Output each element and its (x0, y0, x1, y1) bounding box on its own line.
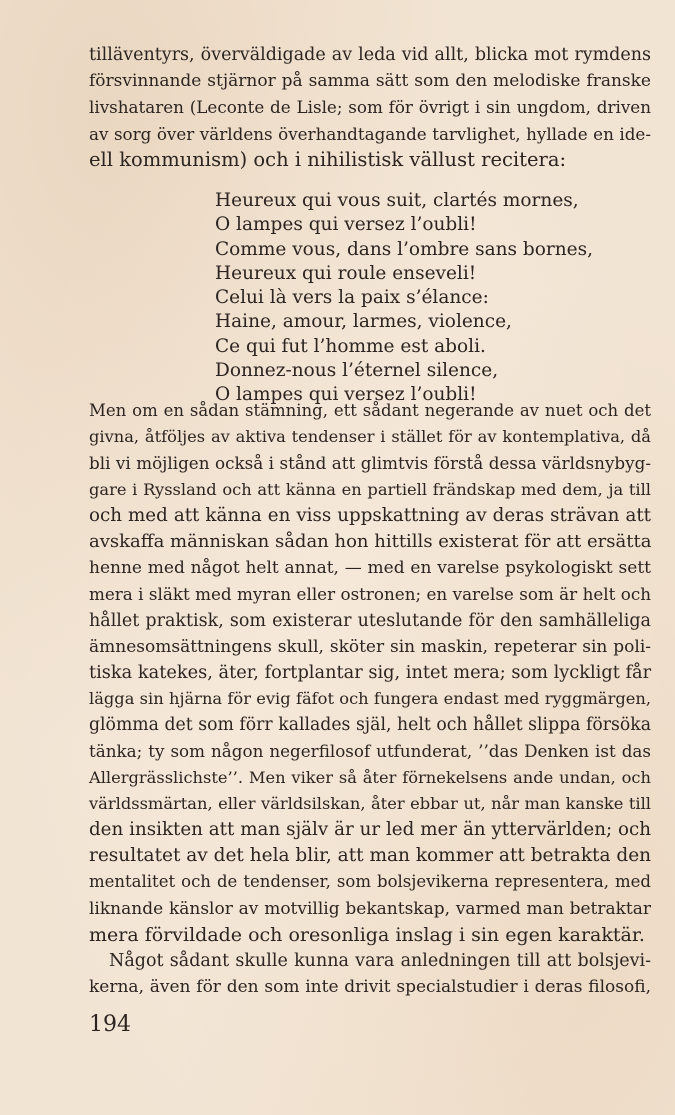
poem-verse: Comme vous, dans l’ombre sans bornes, (215, 238, 593, 260)
page-number: 194 (89, 1012, 131, 1037)
poem-verse: O lampes qui versez l’oubli! (215, 384, 477, 406)
text-line: försvinnande stjärnor på samma sätt som den melodiske franske (89, 71, 651, 92)
text-line: den insikten att man själv är ur led mer än yttervärlden; och (89, 819, 651, 840)
main-text (89, 398, 651, 1000)
poem-verse: Donnez-nous l’éternel silence, (215, 360, 499, 382)
text-line: världssmärtan, eller världsilskan, åter ebbar ut, når man kanske till (89, 793, 651, 813)
poem-quote (215, 189, 615, 408)
text-line: gare i Ryssland och att känna en partiell frändskap med dem, ja till (89, 479, 651, 499)
poem-verse: Heureux qui vous suit, clartés mornes, (215, 190, 579, 211)
text-line: tänka; ty som någon negerfilosof utfunderat, ’’das Denken ist das (89, 741, 651, 762)
poem-verse: Heureux qui roule enseveli! (215, 262, 477, 284)
text-line: mentalitet och de tendenser, som bolsjevikerna representera, med (89, 872, 651, 892)
text-line: kerna, även för den som inte drivit specialstudier i deras filosofi, (89, 977, 651, 998)
text-line: avskaffa människan sådan hon hittills existerat för att ersätta (89, 530, 652, 552)
text-line: tilläventyrs, överväldigade av leda vid allt, blicka mot rymdens (89, 45, 651, 65)
text-line: Men om en sådan stämning, ett sådant negerande av nuet och det (89, 401, 651, 420)
poem-verse: O lampes qui versez l’oubli! (215, 214, 477, 236)
text-line: ämnesomsättningens skull, sköter sin maskin, repeterar sin poli- (89, 636, 651, 657)
poem-verse: Celui là vers la paix s’élance: (215, 287, 489, 309)
text-line: tiska katekes, äter, fortplantar sig, intet mera; som lyckligt får (89, 662, 652, 683)
text-line: Något sådant skulle kunna vara anledningen till att bolsjevi- (109, 950, 651, 971)
text-line: hållet praktisk, som existerar uteslutande för den samhälleliga (89, 610, 651, 631)
text-line: givna, åtföljes av aktiva tendenser i stället för av kontemplativa, då (89, 427, 651, 447)
text-line: glömma det som förr kallades själ, helt och hållet slippa försöka (89, 715, 651, 736)
text-line: av sorg över världens överhandtagande tarvlighet, hyllade en ide- (89, 123, 651, 144)
text-line: henne med något helt annat, — med en varelse psykologiskt sett (89, 558, 651, 579)
text-line: och med att känna en viss uppskattning av deras strävan att (89, 504, 651, 526)
opening-paragraph (89, 42, 651, 173)
text-line: ell kommunism) och i nihilistisk vällust recitera: (89, 147, 567, 171)
text-line: mera i släkt med myran eller ostronen; en varelse som är helt och (89, 584, 651, 605)
text-line: livshataren (Leconte de Lisle; som för övrigt i sin ungdom, driven (89, 97, 651, 118)
text-line: liknande känslor av motvillig bekantskap, varmed man betraktar (89, 898, 651, 919)
text-line: bli vi möjligen också i stånd att glimtvis förstå dessa världsnybyg- (89, 453, 651, 474)
poem-verse: Haine, amour, larmes, violence, (215, 311, 512, 333)
text-line: mera förvildade och oresonliga inslag i sin egen karaktär. (89, 923, 645, 946)
text-line: resultatet av det hela blir, att man kommer att betrakta den (89, 845, 652, 867)
text-line: Allergrässlichste’’. Men viker så åter förnekelsens ande undan, och (89, 767, 651, 787)
text-line: lägga sin hjärna för evig fäfot och fungera endast med ryggmärgen, (89, 689, 651, 709)
poem-verse: Ce qui fut l’homme est aboli. (215, 335, 486, 357)
